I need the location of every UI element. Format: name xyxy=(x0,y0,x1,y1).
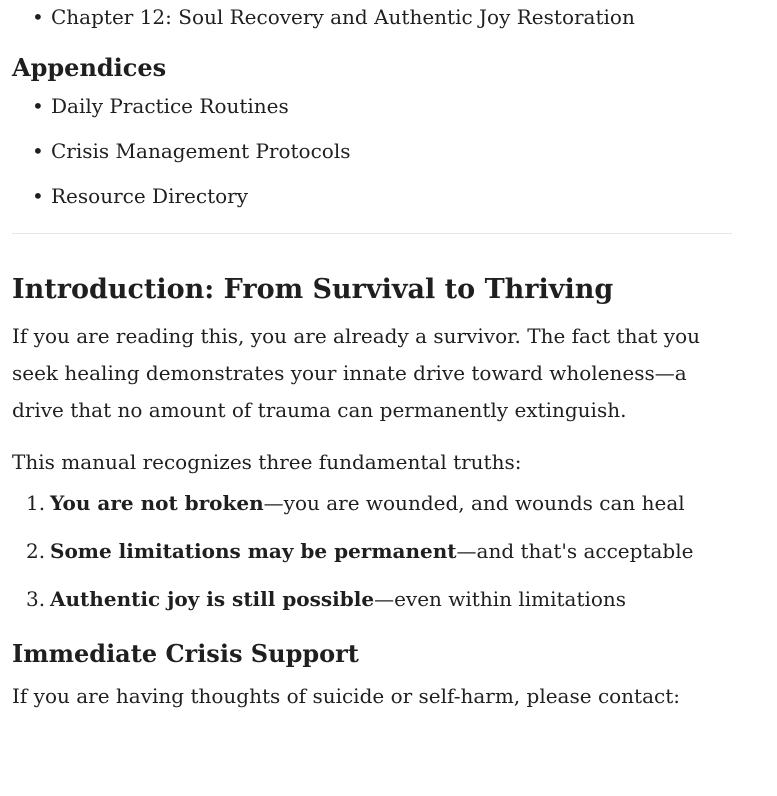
list-item: • Chapter 12: Soul Recovery and Authentic Joy Restoration xyxy=(12,3,732,37)
truth-item xyxy=(12,585,732,633)
document-content xyxy=(12,0,732,715)
truth-number: 2. xyxy=(26,539,46,563)
crisis-support-heading: Immediate Crisis Support xyxy=(12,639,359,668)
list-item: • Crisis Management Protocols xyxy=(12,137,732,182)
truth-bold: Some limitations may be permanent xyxy=(50,539,457,563)
truth-rest: —and that's acceptable xyxy=(456,539,694,563)
truth-bold: You are not broken xyxy=(50,491,264,515)
list-item: • Resource Directory xyxy=(12,182,732,227)
appendices-list xyxy=(12,92,732,227)
list-item: • Daily Practice Routines xyxy=(12,92,732,137)
truths-lead: This manual recognizes three fundamental truths: xyxy=(12,450,522,474)
crisis-support-paragraph: If you are having thoughts of suicide or self-harm, please contact: xyxy=(12,684,680,708)
truth-number: 3. xyxy=(26,587,46,611)
section-divider xyxy=(12,233,732,234)
truth-item xyxy=(12,537,732,585)
chapter-list xyxy=(12,0,732,37)
truth-bold: Authentic joy is still possible xyxy=(50,587,375,611)
truth-item xyxy=(12,489,732,537)
introduction-title: Introduction: From Survival to Thriving xyxy=(12,274,614,305)
truth-rest: —even within limitations xyxy=(374,587,627,611)
truth-rest: —you are wounded, and wounds can heal xyxy=(263,491,685,515)
truths-list xyxy=(12,489,732,633)
appendices-heading: Appendices xyxy=(12,53,167,82)
truth-number: 1. xyxy=(26,491,46,515)
introduction-paragraph: If you are reading this, you are already a survivor. The fact that you seek healing demonstrates your innate drive toward wholeness—a drive that no amount of trauma can permanently extinguish. xyxy=(12,324,701,422)
